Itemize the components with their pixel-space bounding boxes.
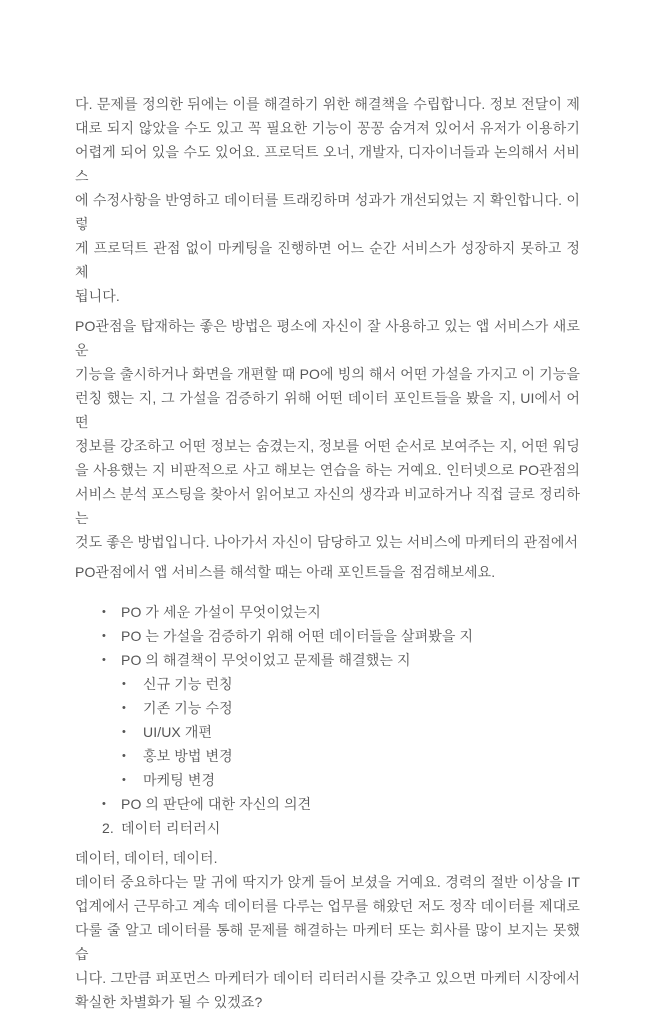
bullet-marker: • xyxy=(102,798,106,810)
bullet-marker: • xyxy=(102,654,106,666)
paragraph-line: 됩니다. xyxy=(75,288,120,304)
bullet-marker: • xyxy=(122,726,126,738)
paragraph-line: 것도 좋은 방법입니다. 나아가서 자신이 담당하고 있는 서비스에 마케터의 관점에서 xyxy=(75,534,579,550)
list-item xyxy=(75,792,580,816)
paragraph-line: 데이터 중요하다는 말 귀에 딱지가 앉게 들어 보셨을 거예요. 경력의 절반 이상을 IT xyxy=(75,874,580,890)
paragraph xyxy=(75,314,580,554)
bullet-marker: • xyxy=(122,774,126,786)
list-item-text: 홍보 방법 변경 xyxy=(143,748,233,764)
list-item-text: PO 가 세운 가설이 무엇이었는지 xyxy=(121,604,321,620)
list-item xyxy=(75,648,580,672)
list-item-text: 데이터 리터러시 xyxy=(121,820,221,836)
bullet-marker: • xyxy=(122,750,126,762)
bullet-list xyxy=(75,600,580,840)
paragraph-line: 에 수정사항을 반영하고 데이터를 트래킹하며 성과가 개선되었는 지 확인합니다. 이렇 xyxy=(75,192,580,232)
paragraph-line: 업계에서 근무하고 계속 데이터를 다루는 업무를 해왔던 저도 정작 데이터를 제대로 xyxy=(75,898,580,914)
list-item xyxy=(75,696,580,720)
list-item-text: PO 는 가설을 검증하기 위해 어떤 데이터들을 살펴봤을 지 xyxy=(121,628,474,644)
paragraph-line: 서비스 분석 포스팅을 찾아서 읽어보고 자신의 생각과 비교하거나 직접 글로 정리하는 xyxy=(75,486,580,526)
bullet-marker: • xyxy=(122,678,126,690)
paragraph-line: 다룰 줄 알고 데이터를 통해 문제를 해결하는 마케터 또는 회사를 많이 보지는 못했습 xyxy=(75,922,580,962)
list-item-text: 기존 기능 수정 xyxy=(143,700,233,716)
number-marker: 2. xyxy=(102,820,114,836)
paragraph-line: 데이터, 데이터, 데이터. xyxy=(75,850,218,866)
document-content xyxy=(75,92,580,1020)
paragraph-line: 을 사용했는 지 비판적으로 사고 해보는 연습을 하는 거예요. 인터넷으로 PO관점의 xyxy=(75,462,580,478)
paragraph-line: 정보를 강조하고 어떤 정보는 숨겼는지, 정보를 어떤 순서로 보여주는 지, 어떤 워딩 xyxy=(75,438,580,454)
paragraph xyxy=(75,560,580,584)
paragraph-line: 확실한 차별화가 될 수 있겠죠? xyxy=(75,994,263,1010)
list-item-text: UI/UX 개편 xyxy=(143,724,213,740)
list-item-text: PO 의 판단에 대한 자신의 의견 xyxy=(121,796,312,812)
paragraph xyxy=(75,92,580,308)
list-item xyxy=(75,768,580,792)
list-item xyxy=(75,816,580,840)
list-item-text: 마케팅 변경 xyxy=(143,772,216,788)
list-item xyxy=(75,624,580,648)
list-item xyxy=(75,744,580,768)
list-item xyxy=(75,672,580,696)
bullet-marker: • xyxy=(102,630,106,642)
paragraph-line: 다. 문제를 정의한 뒤에는 이를 해결하기 위한 해결책을 수립합니다. 정보 전달이 제 xyxy=(75,96,580,112)
list-item xyxy=(75,600,580,624)
paragraph-line: 런칭 했는 지, 그 가설을 검증하기 위해 어떤 데이터 포인트들을 봤을 지, UI에서 어떤 xyxy=(75,390,580,430)
paragraph-line: 게 프로덕트 관점 없이 마케팅을 진행하면 어느 순간 서비스가 성장하지 못하고 정체 xyxy=(75,240,580,280)
paragraph-line: PO관점을 탑재하는 좋은 방법은 평소에 자신이 잘 사용하고 있는 앱 서비스가 새로운 xyxy=(75,318,580,358)
paragraph xyxy=(75,846,580,1014)
list-item-text: 신규 기능 런칭 xyxy=(143,676,233,692)
bullet-marker: • xyxy=(122,702,126,714)
paragraph-line: 니다. 그만큼 퍼포먼스 마케터가 데이터 리터러시를 갖추고 있으면 마케터 시장에서 xyxy=(75,970,580,986)
paragraph-line: 기능을 출시하거나 화면을 개편할 때 PO에 빙의 해서 어떤 가설을 가지고 이 기능을 xyxy=(75,366,580,382)
list-item-text: PO 의 해결책이 무엇이었고 문제를 해결했는 지 xyxy=(121,652,411,668)
paragraph-line: PO관점에서 앱 서비스를 해석할 때는 아래 포인트들을 점검해보세요. xyxy=(75,564,496,580)
paragraph-line: 대로 되지 않았을 수도 있고 꼭 필요한 기능이 꽁꽁 숨겨져 있어서 유저가 이용하기 xyxy=(75,120,580,136)
list-item xyxy=(75,720,580,744)
paragraph-line: 어렵게 되어 있을 수도 있어요. 프로덕트 오너, 개발자, 디자이너들과 논의해서 서비스 xyxy=(75,144,580,184)
bullet-marker: • xyxy=(102,606,106,618)
